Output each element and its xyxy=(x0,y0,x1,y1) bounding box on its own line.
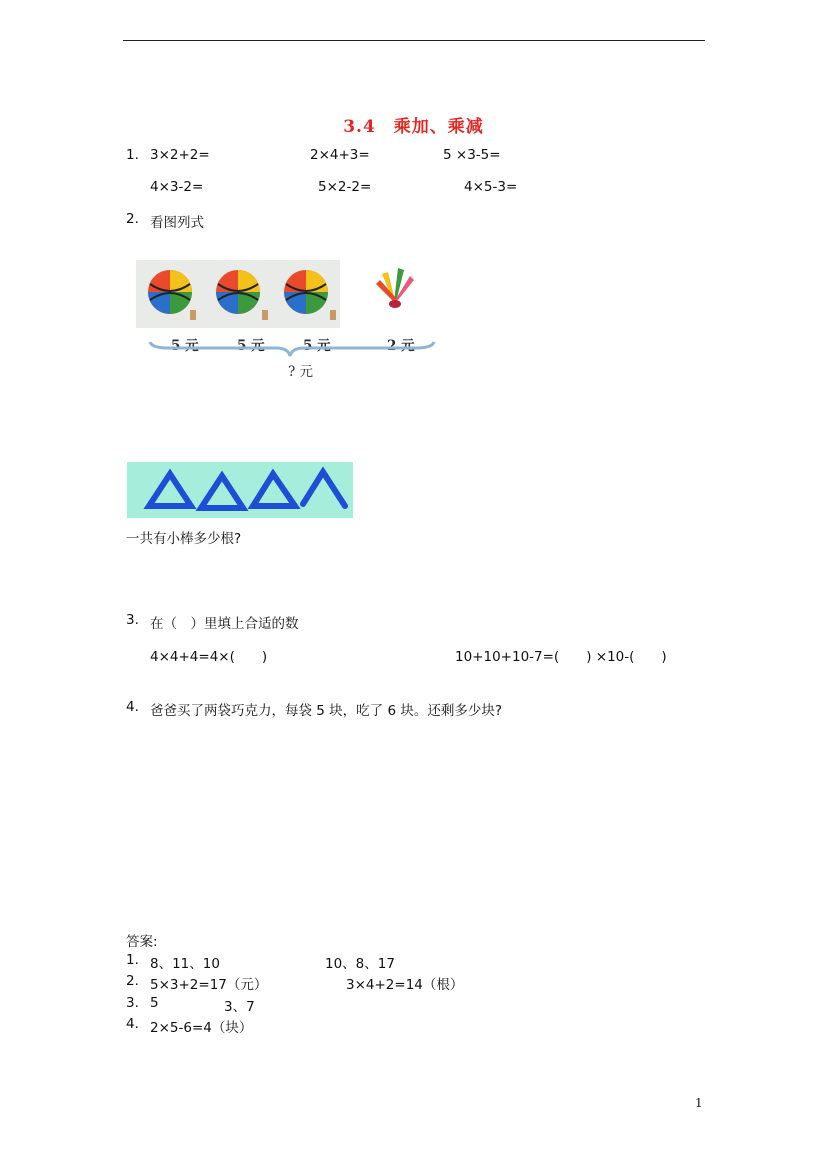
q3-number: 3. xyxy=(126,612,139,628)
stick-open-shape xyxy=(303,472,345,506)
answer-text: 2×5-6=4（块） xyxy=(150,1020,253,1036)
answers-heading: 答案: xyxy=(126,934,158,950)
q2-prompt: 看图列式 xyxy=(150,215,204,231)
q4-text: 爸爸买了两袋巧克力，每袋 5 块，吃了 6 块。还剩多少块? xyxy=(150,703,503,719)
q3-prompt: 在（ ）里填上合适的数 xyxy=(150,616,299,632)
answer-text: 10、8、17 xyxy=(325,956,395,972)
price-label: 5 元 xyxy=(171,338,199,354)
basketball-icon xyxy=(284,270,336,320)
q4-number: 4. xyxy=(126,699,139,715)
basketball-picture xyxy=(136,260,340,328)
q3-right-expr: 10+10+10-7=( ) ×10-( ) xyxy=(455,649,667,665)
shuttlecock-icon xyxy=(372,266,418,312)
q1-expr-6: 4×5-3= xyxy=(464,179,518,195)
q1-expr-1: 3×2+2= xyxy=(150,147,210,163)
q1-expr-3: 5 ×3-5= xyxy=(443,147,501,163)
q1-expr-2: 2×4+3= xyxy=(310,147,370,163)
answer-text: 3×4+2=14（根） xyxy=(346,977,464,993)
basketball-icons xyxy=(136,260,340,328)
page-number: 1 xyxy=(695,1096,703,1110)
total-label: ? 元 xyxy=(288,364,314,380)
answer-text: 5×3+2=17（元） xyxy=(150,977,268,993)
stick-triangles xyxy=(127,462,353,518)
q2-number: 2. xyxy=(126,211,139,227)
price-label: 5 元 xyxy=(303,338,331,354)
curly-brace xyxy=(148,338,436,360)
answer-number: 3. xyxy=(126,995,139,1011)
price-label: 5 元 xyxy=(237,338,265,354)
q1-expr-4: 4×3-2= xyxy=(150,179,204,195)
sticks-question: 一共有小棒多少根? xyxy=(126,531,242,547)
answer-text: 3、7 xyxy=(224,999,255,1015)
q3-left-expr: 4×4+4=4×( ) xyxy=(150,649,268,665)
answer-number: 1. xyxy=(126,952,139,968)
answer-text: 8、11、10 xyxy=(150,956,220,972)
header-rule xyxy=(123,40,705,41)
answer-number: 2. xyxy=(126,973,139,989)
stick-triangle xyxy=(201,476,243,508)
price-label: 2 元 xyxy=(387,338,415,354)
sticks-picture xyxy=(127,462,353,518)
basketball-icon xyxy=(148,270,196,320)
page-title: 3.4 乘加、乘减 xyxy=(343,117,484,137)
basketball-icon xyxy=(216,270,268,320)
stick-triangle xyxy=(149,474,191,506)
stick-triangle xyxy=(253,474,295,506)
answer-text: 5 xyxy=(150,995,159,1011)
answer-number: 4. xyxy=(126,1016,139,1032)
q1-expr-5: 5×2-2= xyxy=(318,179,372,195)
q1-number: 1. xyxy=(126,147,139,163)
